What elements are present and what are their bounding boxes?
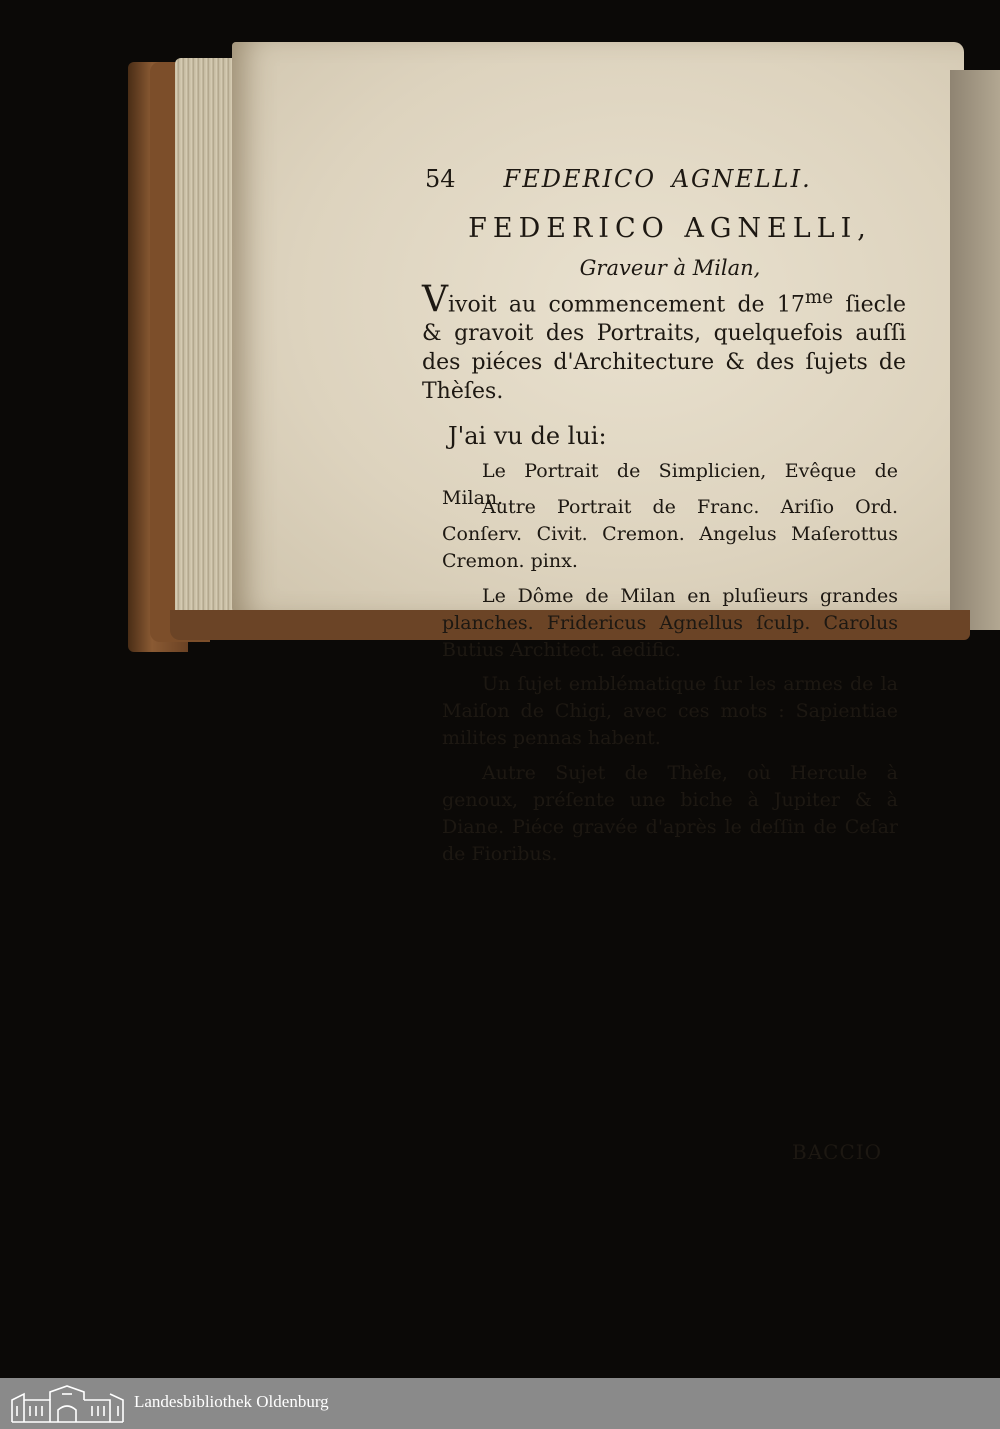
intro-paragraph	[422, 279, 906, 406]
intro-superscript: me	[804, 287, 834, 308]
running-header	[425, 165, 895, 199]
page-number: 54	[425, 165, 456, 193]
seen-label: J'ai vu de lui:	[448, 422, 607, 450]
library-building-icon	[10, 1384, 125, 1424]
library-name: Landesbibliothek Oldenburg	[134, 1392, 329, 1411]
entry-item: Autre Portrait de Franc. Ariſio Ord. Conſerv. Civit. Cremon. Angelus Maſerottus Cremon. pinx.	[442, 496, 898, 572]
drop-cap: V	[422, 279, 448, 321]
intro-text-b: ſiecle & gravoit des Portraits, quelquefois auſſi des piéces d'Architecture & des ſujets de Thèſes.	[422, 292, 906, 405]
catchword: BACCIO	[792, 1140, 883, 1164]
entry-item: Le Portrait de Simplicien, Evêque de Milan.	[442, 460, 898, 509]
header-title: FEDERICO AGNELLI.	[503, 165, 812, 193]
entry-subtitle: Graveur à Milan,	[579, 256, 761, 280]
entry-item: Le Dôme de Milan en pluſieurs grandes planches. Fridericus Agnellus ſculp. Carolus Butius Architect. aedific.	[442, 585, 898, 661]
next-page-edge	[950, 70, 1000, 630]
intro-text-a: ivoit au commencement de 17	[448, 292, 805, 318]
entry-item: Autre Sujet de Thèſe, où Hercule à genoux, préſente une biche à Jupiter & à Diane. Piéce gravée d'après le deſſin de Ceſar de Fioribus.	[442, 762, 898, 865]
entry-title: FEDERICO AGNELLI,	[468, 213, 872, 244]
entry-item: Un ſujet emblématique ſur les armes de la Maiſon de Chigi, avec ces mots : Sapientiae milites pennas habent.	[442, 673, 898, 749]
